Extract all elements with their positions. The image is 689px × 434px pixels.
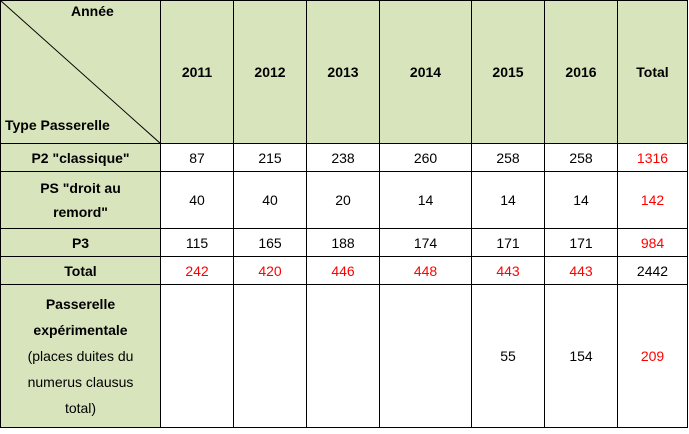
row-label: Total (1, 257, 161, 285)
table-cell: 258 (472, 144, 545, 172)
table-cell: 115 (161, 229, 234, 257)
row-label (1, 172, 161, 229)
table-cell: 20 (307, 172, 380, 229)
table-cell: 87 (161, 144, 234, 172)
column-header: 2014 (380, 1, 472, 144)
table-cell: 258 (545, 144, 618, 172)
column-header: 2015 (472, 1, 545, 144)
grand-total-cell: 2442 (618, 257, 688, 285)
row-label: P3 (1, 229, 161, 257)
row-label-line: remord" (53, 204, 108, 220)
column-header: 2016 (545, 1, 618, 144)
table-cell: 420 (234, 257, 307, 285)
row-label: P2 "classique" (1, 144, 161, 172)
table-cell (161, 285, 234, 428)
column-header: 2012 (234, 1, 307, 144)
table-row (1, 229, 688, 257)
row-label (1, 285, 161, 428)
row-label-line: numerus clausus (27, 374, 134, 390)
table-cell: 40 (161, 172, 234, 229)
table-cell: 14 (380, 172, 472, 229)
table-cell: 448 (380, 257, 472, 285)
row-label-line: Passerelle (45, 296, 116, 312)
table-cell: 443 (545, 257, 618, 285)
table-row (1, 144, 688, 172)
corner-cell (1, 1, 161, 144)
header-row (1, 1, 688, 144)
table-cell: 14 (472, 172, 545, 229)
table-cell: 446 (307, 257, 380, 285)
table-cell (380, 285, 472, 428)
table-cell: 443 (472, 257, 545, 285)
row-total-cell: 209 (618, 285, 688, 428)
row-total-cell: 984 (618, 229, 688, 257)
table-cell: 215 (234, 144, 307, 172)
corner-bottom-label: Type Passerelle (5, 117, 110, 133)
table-cell (234, 285, 307, 428)
table-cell: 171 (545, 229, 618, 257)
table-cell: 260 (380, 144, 472, 172)
table-cell (307, 285, 380, 428)
table-cell: 165 (234, 229, 307, 257)
row-total-cell: 1316 (618, 144, 688, 172)
corner-top-label: Année (71, 3, 114, 19)
table-row (1, 285, 688, 428)
table-row (1, 172, 688, 229)
row-total-cell: 142 (618, 172, 688, 229)
table-cell: 40 (234, 172, 307, 229)
table-cell: 174 (380, 229, 472, 257)
table-cell: 14 (545, 172, 618, 229)
table-cell: 55 (472, 285, 545, 428)
table-cell: 238 (307, 144, 380, 172)
column-header: 2013 (307, 1, 380, 144)
row-label-line: expérimentale (33, 322, 128, 338)
row-label-line: total) (64, 400, 97, 416)
row-label-line: (places duites du (27, 348, 134, 364)
table-row-total (1, 257, 688, 285)
table-cell: 188 (307, 229, 380, 257)
row-label-line: PS "droit au (40, 180, 121, 196)
column-header: Total (618, 1, 688, 144)
column-header: 2011 (161, 1, 234, 144)
table-cell: 154 (545, 285, 618, 428)
table-cell: 171 (472, 229, 545, 257)
table-cell: 242 (161, 257, 234, 285)
